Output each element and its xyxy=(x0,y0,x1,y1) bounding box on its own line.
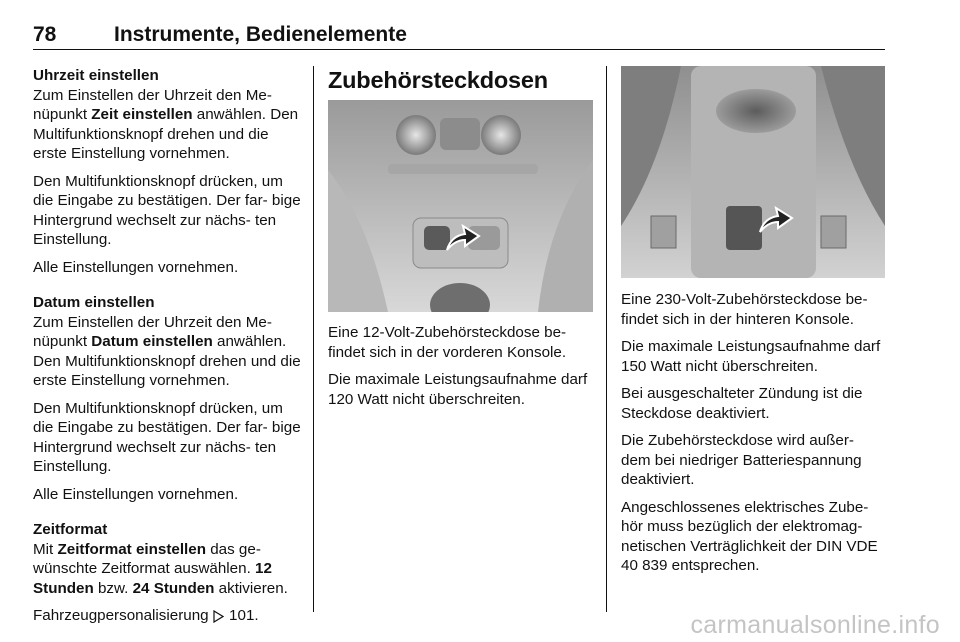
paragraph: Die Zubehörsteckdose wird außer‐ dem bei niedriger Batteriespannung deaktiviert. xyxy=(621,432,862,488)
paragraph: Angeschlossenes elektrisches Zube‐ hör muss bezüglich der elektromag‐ netischen Verträglichkeit der DIN VDE 40 839 entsprechen. xyxy=(621,498,878,574)
page-number: 78 xyxy=(33,23,57,46)
section-title: Zubehörsteckdosen xyxy=(328,67,548,93)
paragraph: Eine 230-Volt-Zubehörsteckdose be‐ findet sich in der hinteren Konsole. xyxy=(621,291,868,328)
heading-datum: Datum einstellen xyxy=(33,294,155,311)
paragraph: Den Multifunktionsknopf drücken, um die Eingabe zu bestätigen. Der far‐ bige Hintergrund wechselt zur nächs‐ ten Einstellung. xyxy=(33,399,301,475)
arrow-icon xyxy=(443,220,483,256)
paragraph: Zum Einstellen der Uhrzeit den Me‐ nüpunkt Zeit einstellen anwählen. Den Multifunktionsknopf drehen und die erste Einstellung vornehmen. xyxy=(33,86,299,162)
section-datum xyxy=(33,293,303,504)
watermark: carmanualsonline.info xyxy=(690,611,940,639)
paragraph: Zum Einstellen der Uhrzeit den Me‐ nüpunkt Datum einstellen anwählen. Den Multifunktionsknopf drehen und die erste Einstellung vornehmen. xyxy=(33,313,301,389)
column-2-text xyxy=(328,323,593,417)
section-uhrzeit xyxy=(33,66,303,277)
paragraph: Die maximale Leistungsaufnahme darf 150 Watt nicht überschreiten. xyxy=(621,338,881,375)
arrow-icon xyxy=(756,202,796,238)
heading-uhrzeit: Uhrzeit einstellen xyxy=(33,67,159,84)
cross-reference[interactable]: Fahrzeugpersonalisierung 101. xyxy=(33,607,259,624)
paragraph: Alle Einstellungen vornehmen. xyxy=(33,258,239,276)
column-divider-2 xyxy=(606,66,607,612)
paragraph: Alle Einstellungen vornehmen. xyxy=(33,485,239,503)
header-rule xyxy=(33,49,885,50)
column-2 xyxy=(328,66,593,104)
heading-zeitformat: Zeitformat xyxy=(33,521,108,538)
section-zeitformat xyxy=(33,520,303,626)
column-divider-1 xyxy=(313,66,314,612)
paragraph: Die maximale Leistungsaufnahme darf 120 Watt nicht überschreiten. xyxy=(328,371,588,408)
figure-front-console xyxy=(328,100,593,312)
paragraph: Mit Zeitformat einstellen das ge‐ wünschte Zeitformat auswählen. 12 Stunden bzw. 24 Stunden aktivieren. xyxy=(33,540,288,597)
paragraph: Den Multifunktionsknopf drücken, um die Eingabe zu bestätigen. Der far‐ bige Hintergrund wechselt zur nächs‐ ten Einstellung. xyxy=(33,172,301,248)
reference-arrow-icon xyxy=(213,609,224,622)
column-1 xyxy=(33,66,303,642)
paragraph: Bei ausgeschalteter Zündung ist die Steckdose deaktiviert. xyxy=(621,385,863,422)
figure-rear-console xyxy=(621,66,885,278)
paragraph: Eine 12-Volt-Zubehörsteckdose be‐ findet sich in der vorderen Konsole. xyxy=(328,324,567,361)
chapter-title: Instrumente, Bedienelemente xyxy=(114,23,407,46)
column-3-text xyxy=(621,290,887,584)
